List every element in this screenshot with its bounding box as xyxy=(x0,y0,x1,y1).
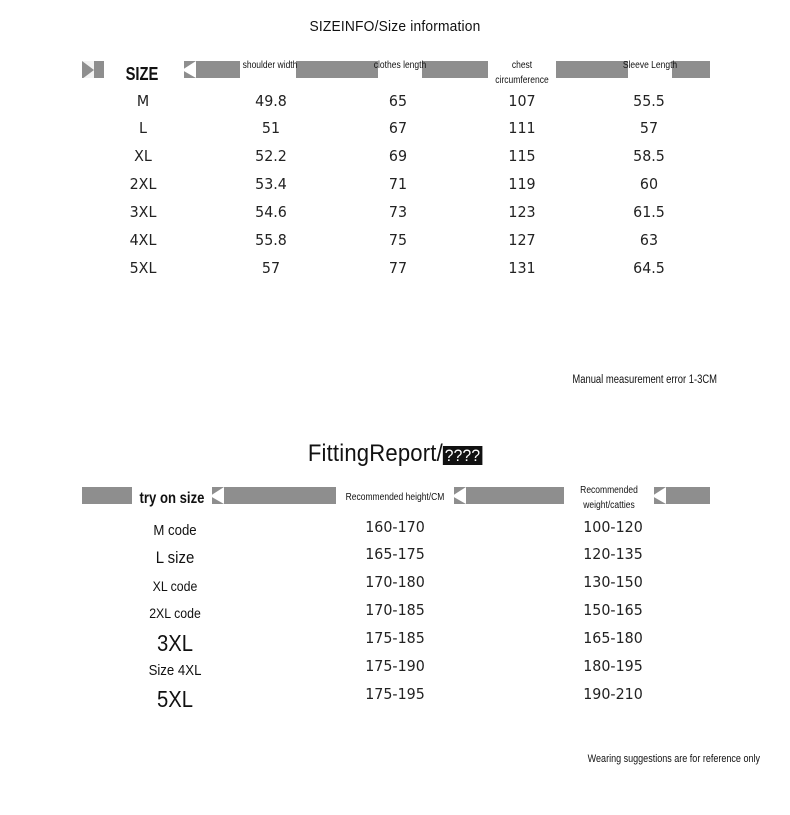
weight-cell: 190-210 xyxy=(583,685,643,703)
chest-cell: 123 xyxy=(508,203,536,221)
clothes-length-header: clothes length xyxy=(373,60,427,71)
chest-cell: 111 xyxy=(508,119,536,137)
length-cell: 71 xyxy=(388,175,408,193)
length-cell: 67 xyxy=(388,119,408,137)
sleeve-cell: 55.5 xyxy=(633,92,665,110)
try-on-size-header: try on size xyxy=(139,490,205,507)
height-cell: 170-185 xyxy=(365,601,425,619)
weight-cell: 130-150 xyxy=(583,573,643,591)
shoulder-cell: 53.4 xyxy=(255,175,287,193)
chest-cell: 127 xyxy=(508,231,536,249)
sleeve-cell: 64.5 xyxy=(633,259,665,277)
weight-cell: 120-135 xyxy=(583,545,643,563)
length-cell: 73 xyxy=(388,203,408,221)
sleeve-cell: 58.5 xyxy=(633,147,665,165)
try-on-size-cell: L size xyxy=(155,548,195,567)
weight-cell: 180-195 xyxy=(583,657,643,675)
shoulder-cell: 54.6 xyxy=(255,203,287,221)
fitting-report-title xyxy=(32,440,759,468)
weight-cell: 150-165 xyxy=(583,601,643,619)
size-cell: 3XL xyxy=(129,203,157,221)
chest-cell: 119 xyxy=(508,175,536,193)
try-on-size-cell: 2XL code xyxy=(149,605,201,621)
wearing-suggestion-note: Wearing suggestions are for reference only xyxy=(587,753,760,765)
band-arrow-decor xyxy=(82,61,94,79)
fitting-report-title-text: FittingReport/ xyxy=(307,440,443,467)
size-info-title: SIZEINFO/Size information xyxy=(309,18,481,35)
height-cell: 160-170 xyxy=(365,518,425,536)
shoulder-width-header: shoulder width xyxy=(242,60,298,71)
shoulder-cell: 51 xyxy=(261,119,281,137)
size-cell: 4XL xyxy=(129,231,157,249)
recommended-weight-header: Recommended weight/catties xyxy=(580,485,638,511)
size-cell: M xyxy=(136,92,150,110)
shoulder-cell: 57 xyxy=(261,259,281,277)
weight-cell: 165-180 xyxy=(583,629,643,647)
height-cell: 175-185 xyxy=(365,629,425,647)
band-arrow-decor xyxy=(182,61,196,78)
shoulder-cell: 52.2 xyxy=(255,147,287,165)
try-on-size-cell: M code xyxy=(153,522,197,539)
sleeve-length-header: Sleeve Length xyxy=(622,60,678,71)
size-cell: L xyxy=(139,119,147,137)
sleeve-cell: 57 xyxy=(639,119,659,137)
band-arrow-decor xyxy=(210,487,224,504)
height-cell: 170-180 xyxy=(365,573,425,591)
weight-cell: 100-120 xyxy=(583,518,643,536)
sleeve-cell: 61.5 xyxy=(633,203,665,221)
height-cell: 175-190 xyxy=(365,657,425,675)
length-cell: 77 xyxy=(388,259,408,277)
chest-cell: 115 xyxy=(508,147,536,165)
shoulder-cell: 49.8 xyxy=(255,92,287,110)
chest-circumference-header: chest circumference xyxy=(495,60,549,86)
sleeve-cell: 63 xyxy=(639,231,659,249)
sleeve-cell: 60 xyxy=(639,175,659,193)
try-on-size-cell: Size 4XL xyxy=(148,662,202,679)
length-cell: 69 xyxy=(388,147,408,165)
size-cell: XL xyxy=(134,147,152,165)
length-cell: 65 xyxy=(388,92,408,110)
size-cell: 2XL xyxy=(129,175,157,193)
recommended-height-header: Recommended height/CM xyxy=(345,492,445,503)
length-cell: 75 xyxy=(388,231,408,249)
height-cell: 165-175 xyxy=(365,545,425,563)
chest-cell: 131 xyxy=(508,259,536,277)
chest-cell: 107 xyxy=(508,92,536,110)
size-column-header: SIZE xyxy=(125,64,159,84)
try-on-size-cell: 3XL xyxy=(156,630,194,656)
fitting-report-title-glyphs: ???? xyxy=(444,446,481,465)
measurement-error-note: Manual measurement error 1-3CM xyxy=(572,374,717,386)
try-on-size-cell: 5XL xyxy=(156,686,194,712)
try-on-size-cell: XL code xyxy=(152,578,198,594)
shoulder-cell: 55.8 xyxy=(255,231,287,249)
band-arrow-decor xyxy=(452,487,466,504)
size-cell: 5XL xyxy=(129,259,157,277)
band-arrow-decor xyxy=(652,487,666,504)
height-cell: 175-195 xyxy=(365,685,425,703)
